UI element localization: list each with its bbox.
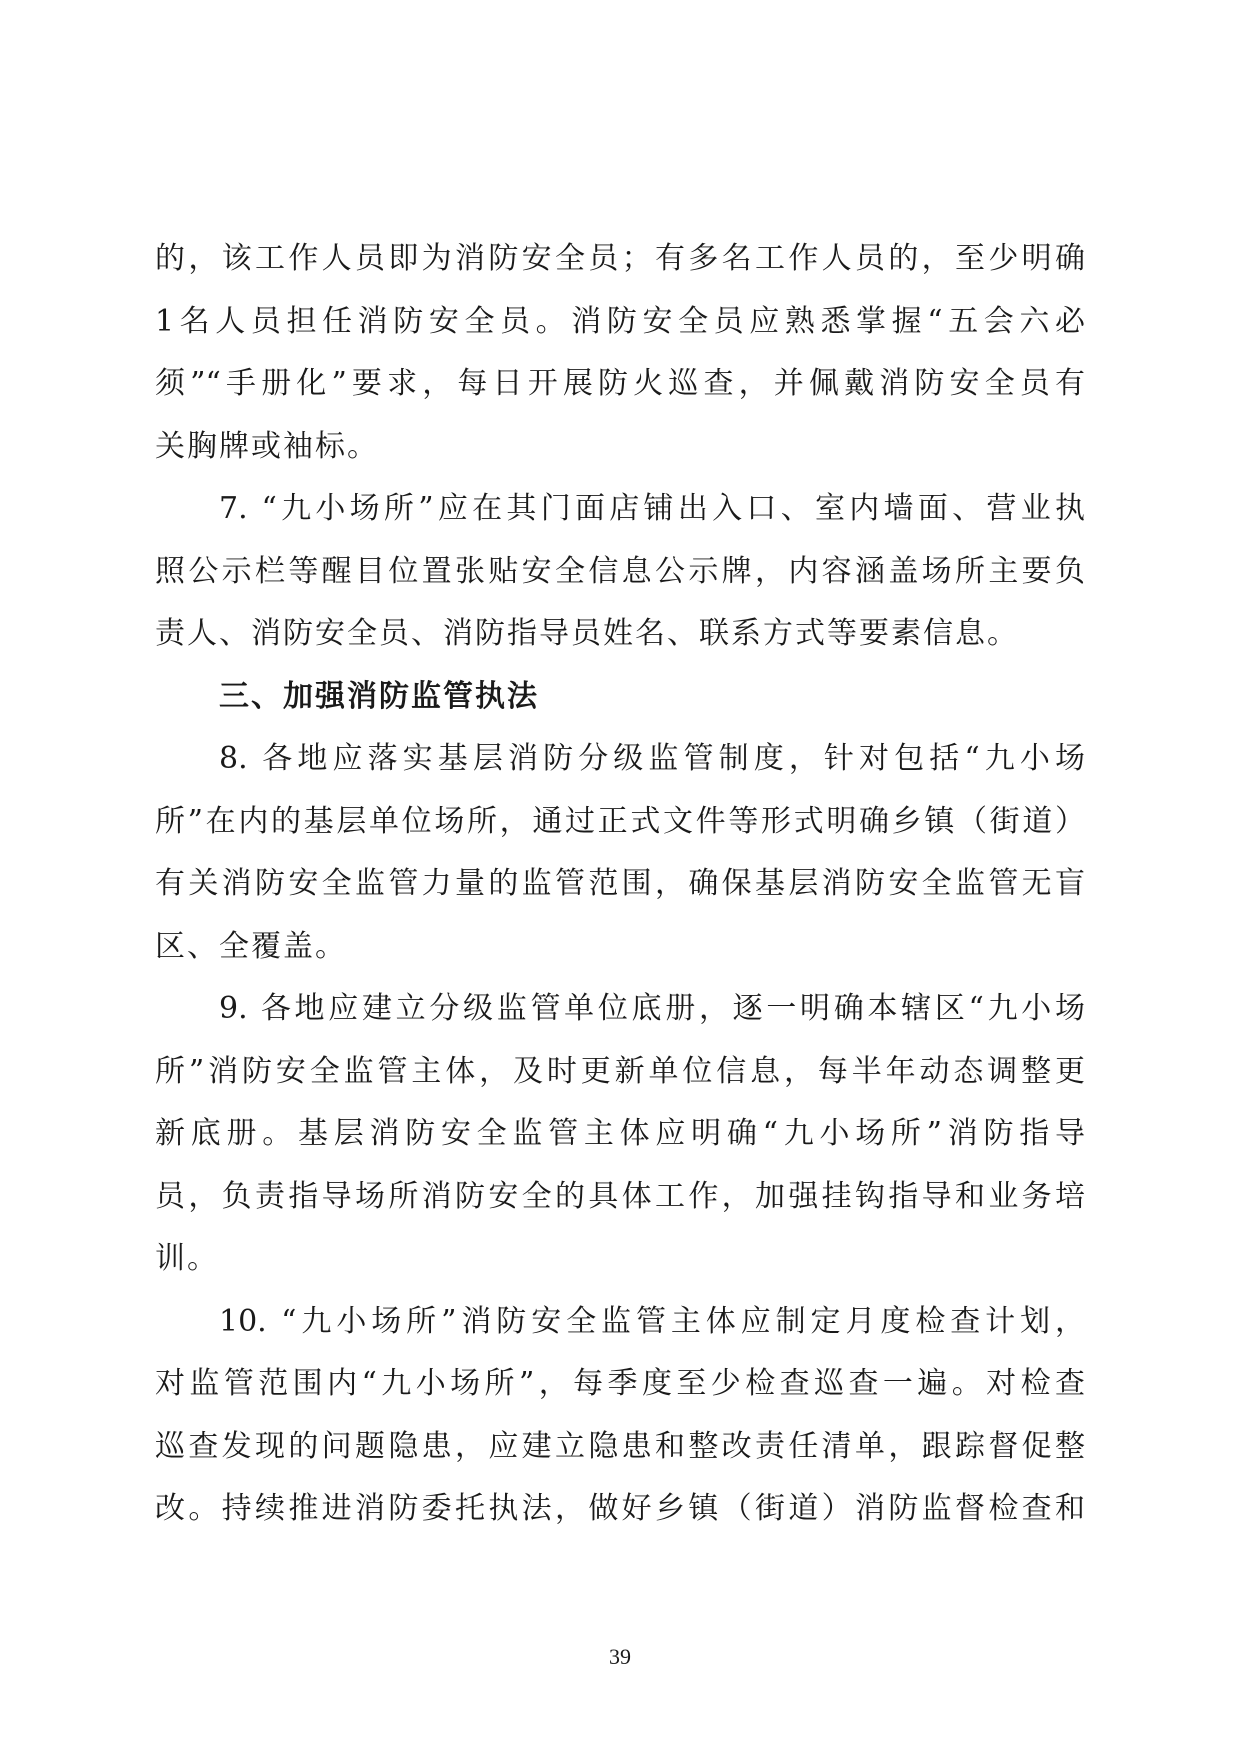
text-line: 7. “九小场所”应在其门面店铺出入口、室内墙面、营业执 (219, 491, 1085, 526)
paragraph-9 (155, 978, 1085, 1291)
text-line: 10. “九小场所”消防安全监管主体应制定月度检查计划， (219, 1303, 1085, 1339)
text-line: 责人、消防安全员、消防指导员姓名、联系方式等要素信息。 (155, 616, 1019, 651)
text-line: 须”“手册化”要求，每日开展防火巡查，并佩戴消防安全员有 (155, 366, 1085, 401)
text-line: 对监管范围内“九小场所”，每季度至少检查巡查一遍。对检查 (155, 1366, 1085, 1401)
paragraph-7 (155, 478, 1085, 666)
document-body (155, 228, 1085, 1541)
text-line: 巡查发现的问题隐患，应建立隐患和整改责任清单，跟踪督促整 (155, 1428, 1085, 1464)
text-line: 关胸牌或袖标。 (155, 428, 379, 464)
text-line: 训。 (155, 1241, 219, 1276)
text-line: 员，负责指导场所消防安全的具体工作，加强挂钩指导和业务培 (155, 1178, 1085, 1214)
text-line: 8. 各地应落实基层消防分级监管制度，针对包括“九小场 (219, 741, 1085, 776)
paragraph-8 (155, 728, 1085, 978)
text-line: 新底册。基层消防安全监管主体应明确“九小场所”消防指导 (155, 1116, 1085, 1151)
text-line: 所”消防安全监管主体，及时更新单位信息，每半年动态调整更 (155, 1053, 1085, 1089)
paragraph-10 (155, 1291, 1085, 1541)
text-line: 照公示栏等醒目位置张贴安全信息公示牌，内容涵盖场所主要负 (155, 553, 1085, 589)
section-heading-3: 三、加强消防监管执法 (219, 678, 539, 714)
text-line: 9. 各地应建立分级监管单位底册，逐一明确本辖区“九小场 (219, 991, 1085, 1026)
text-line: 有关消防安全监管力量的监管范围，确保基层消防安全监管无盲 (155, 866, 1085, 901)
text-line: 区、全覆盖。 (155, 928, 347, 964)
text-line: 1名人员担任消防安全员。消防安全员应熟悉掌握“五会六必 (155, 303, 1085, 339)
text-line: 的，该工作人员即为消防安全员；有多名工作人员的，至少明确 (155, 241, 1085, 276)
paragraph-6-continuation (155, 228, 1085, 478)
page-number: 39 (609, 1644, 631, 1669)
text-line: 所”在内的基层单位场所，通过正式文件等形式明确乡镇（街道） (155, 803, 1085, 839)
text-line: 改。持续推进消防委托执法，做好乡镇（街道）消防监督检查和 (155, 1491, 1085, 1526)
